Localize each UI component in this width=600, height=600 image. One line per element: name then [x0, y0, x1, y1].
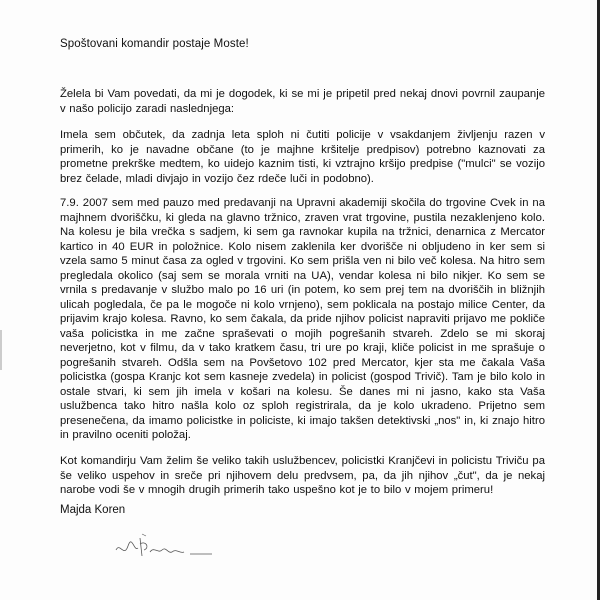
letter-paragraph-intro: Želela bi Vam povedati, da mi je dogodek, ki se mi je pripetil pred nekaj dnovi povrnil zaupanje v našo policijo zaradi naslednjega: — [60, 88, 545, 115]
letter-salutation: Spoštovani komandir postaje Moste! — [60, 38, 249, 50]
letter-signoff-name: Majda Koren — [60, 504, 126, 516]
handwritten-signature — [112, 528, 222, 568]
letter-paragraph-wishes: Kot komandirju Vam želim še veliko takih uslužbencev, policistki Kranjčevi in policistu Triviču pa še veliko uspehov in sreče pri njihovem delu predvsem, pa, da jih njihov „čut", da je nekaj narobe vodi še v mnogih drugih primerih tako uspešno kot je to bilo v mojem primeru! — [60, 455, 545, 496]
letter-paragraph-incident: 7.9. 2007 sem med pauzo med predavanji na Upravni akademiji skočila do trgovine Cvek in na majhnem dvoriščku, ki gleda na glavno tržnico, zraven vrat trgovine, pustila nezaklenjeno kolo. Na kolesu je bila vrečka s sadjem, ki sem ga ravnokar kupila na tržnici, denarnica z Mercator kartico in 40 EUR in položnice. Kolo nisem zaklenila ker dvorišče ni obljudeno in ker sem si vzela samo 5 minut časa za ogled v trgovini. Ko sem prišla ven ni bilo več kolesa. Na hitro sem pregledala okolico (saj sem se morala vrniti na UA), vendar kolesa ni bilo nikjer. Ko sem se vrnila s predavanje v službo malo po 16 uri (in potem, ko sem prej tem na dvoriščih in bližnjih ulicah pogledala, če pa le mogoče ni kolo vrnjeno), sem poklicala na postajo milice Center, da prijavim krajo kolesa. Ravno, ko sem čakala, da pride njihov policist napraviti prijavo me pokliče vaša policistka in me začne spraševati o mojih pogrešanih stvareh. Zdelo se mi skoraj neverjetno, kot v filmu, da v tako kratkem času, tri ure po kraji, kliče policist in me sprašuje o pogrešanih stvareh. Odšla sem na Povšetovo 102 pred Mercator, kjer sta me čakala Vaša policistka (gospa Kranjc kot sem kasneje zvedela) in policist (gospod Trivič). Tam je bilo kolo in ostale stvari, ki sem jih imela v košari na kolesu. Še danes mi ni jasno, kako sta Vaša uslužbenca tako hitro našla kolo oz sploh registrirala, da je kolo ukradeno. Prijetno sem presenečena, da imamo policistke in policiste, ki imajo takšen detektivski „nos" in, ki znajo hitro in pravilno oceniti položaj. — [60, 197, 545, 441]
letter-paragraph-context: Imela sem občutek, da zadnja leta sploh ni čutiti policije v vsakdanjem življenju razen v primerih, ko je navadne občane (to je majhne kršitelje predpisov) potrebno kaznovati za prometne prekrške medtem, ko uidejo kaznim tisti, ki vztrajno kršijo predpise ("mulci" se vozijo brez čelade, mladi divjajo in vozijo čez rdeče luči in podobno). — [60, 129, 545, 185]
scan-margin-mark — [0, 330, 2, 370]
